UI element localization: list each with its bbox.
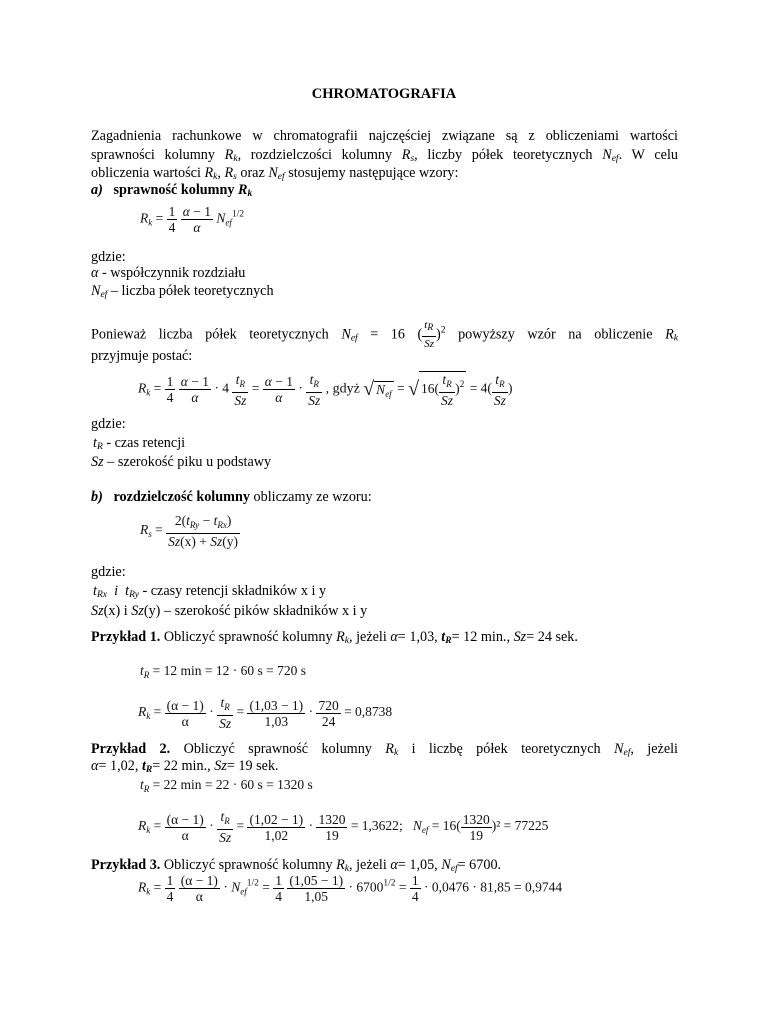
page-title: CHROMATOGRAFIA: [311, 86, 457, 102]
because-line-2: przyjmuje postać:: [91, 348, 193, 364]
def-szxy: Sz(x) i Sz(y) – szerokość pików składników x i y: [91, 603, 368, 619]
intro-line-2: sprawności kolumny $R_k$, rozdzielczości kolumny $R_s$, liczby półek teoretycznych $N_{ef}$. W celu: [91, 147, 679, 164]
example-1-statement: Przykład 1. Obliczyć sprawność kolumny $R_k$, jeżeli α= 1,03, $t_R= 12$ min., Sz= 24 sek.: [91, 629, 578, 646]
where-label-2: gdzie:: [91, 416, 126, 432]
example-2-time: $t_R = 22$ min = 22 · 60 s = 1320 s: [140, 777, 313, 794]
def-alpha: α - współczynnik rozdziału: [91, 265, 246, 281]
formula-rk-tr: $R_k$ = $\frac{1}{4}$ $\frac{\alpha - 1}{\alpha}$ · 4 $\frac{t_R}{Sz}$ = $\frac{\alpha - 1}{\alpha}$ · $\frac{t_R}{Sz}$ , gdyż √ $N_{ef}$ = √ 16( $\frac{t_R}{Sz}$ )$^2$ = 4( $\frac{t_R}{Sz}$ ): [138, 371, 513, 408]
example-3-statement: Przykład 3. Obliczyć sprawność kolumny $R_k$, jeżeli α= 1,05, $N_{ef}= 6700$.: [91, 857, 502, 874]
where-label-3: gdzie:: [91, 564, 126, 580]
example-2-statement-2: α= 1,02, $t_R= 22$ min., Sz= 19 sek.: [91, 758, 279, 775]
section-b-heading: b) rozdzielczość kolumny obliczamy ze wzoru:: [91, 489, 372, 505]
intro-line-1: Zagadnienia rachunkowe w chromatografii najczęściej związane są z obliczeniami wartości: [91, 128, 678, 144]
def-nef: $N_{ef}$ – liczba półek teoretycznych: [91, 283, 274, 300]
because-line-1: Ponieważ liczba półek teoretycznych $N_{ef} = 16$ ( $\frac{t_R}{Sz}$ )$^2$ powyższy wzór na obliczenie $R_k$: [91, 319, 678, 350]
example-2-calc: $R_k$ = $\frac{(\alpha - 1)}{\alpha}$ · $\frac{t_R}{Sz}$ = $\frac{(1,02 - 1)}{1,02}$ · $\frac{1320}{19}$ = 1,3622; $N_{ef} = 16$( $\frac{1320}{19}$ )² = 77225: [138, 809, 549, 845]
def-tr: $t_R$ - czas retencji: [93, 435, 186, 452]
def-txy: $t_{Rx}$ i $t_{Ry}$ - czasy retencji składników x i y: [93, 583, 327, 600]
example-3-calc: $R_k$ = $\frac{1}{4}$ $\frac{(\alpha - 1)}{\alpha}$ · $N_{ef}^{1/2}$ = $\frac{1}{4}$ $\frac{(1,05 - 1)}{1,05}$ · $6700^{1/2}$ = $\frac{1}{4}$ · 0,0476 · 81,85 = 0,9744: [138, 873, 563, 904]
section-a-heading: a) sprawność kolumny $R_k$: [91, 182, 253, 199]
formula-rk: $R_k$ = $\frac{1}{4}$ $\frac{\alpha - 1}{\alpha}$ $N_{ef}^{1/2}$: [140, 204, 244, 235]
example-2-statement-1: Przykład 2. Obliczyć sprawność kolumny $R_k$ i liczbę półek teoretycznych $N_{ef}$, jeżeli: [91, 741, 678, 758]
example-1-calc: $R_k$ = $\frac{(\alpha - 1)}{\alpha}$ · $\frac{t_R}{Sz}$ = $\frac{(1,03 - 1)}{1,03}$ · $\frac{720}{24}$ = 0,8738: [138, 695, 393, 731]
def-sz: Sz – szerokość piku u podstawy: [91, 454, 272, 470]
intro-line-3: obliczenia wartości $R_k$, $R_s$ oraz $N_{ef}$ stosujemy następujące wzory:: [91, 165, 459, 182]
formula-rs: $R_s$ = $\frac{2(t_{Ry} - t_{Rx})}{Sz(x) + Sz(y)}$: [140, 513, 239, 549]
example-1-time: $t_R = 12$ min = 12 · 60 s = 720 s: [140, 663, 306, 680]
where-label-1: gdzie:: [91, 249, 126, 265]
